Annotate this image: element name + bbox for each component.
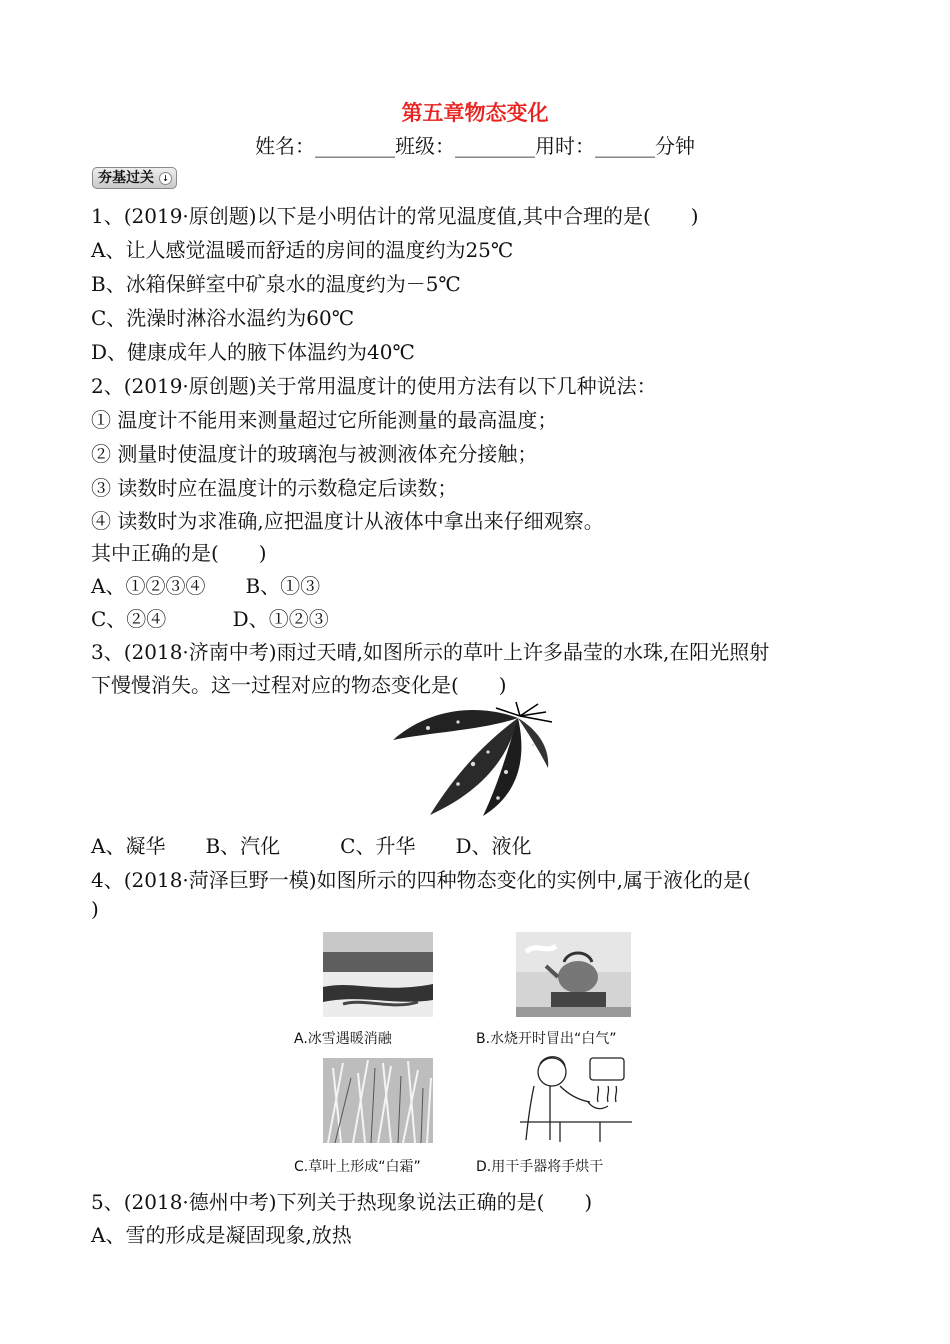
q2-options-row-2: C、②④ D、①②③ [91,607,329,631]
section-badge-label: 夯基过关 [98,170,154,186]
q3-stem-line-1: 3、(2018·济南中考)雨过天晴,如图所示的草叶上许多晶莹的水珠,在阳光照射 [91,640,770,664]
q2-statement-3: ③ 读数时应在温度计的示数稳定后读数； [91,476,458,500]
caption-b: B.水烧开时冒出“白气” [476,1031,617,1047]
q2-options-row-1: A、①②③④ B、①③ [91,574,321,598]
q1-option-d: D、健康成年人的腋下体温约为40℃ [91,340,415,364]
q5-stem: 5、(2018·德州中考)下列关于热现象说法正确的是( ) [91,1190,593,1214]
q1-option-c: C、洗澡时淋浴水温约为60℃ [91,306,355,330]
q2-question: 其中正确的是( ) [91,541,267,565]
section-badge [92,167,177,189]
arrow-down-icon: ↓ [159,172,172,185]
chapter-title: 第五章物态变化 [401,101,549,125]
q5-option-a: A、雪的形成是凝固现象,放热 [91,1223,352,1247]
q1-option-a: A、让人感觉温暖而舒适的房间的温度约为25℃ [91,238,514,262]
q4-stem-line-1: 4、(2018·菏泽巨野一模)如图所示的四种物态变化的实例中,属于液化的是( [91,868,751,892]
hand-dryer-drawing [520,1050,632,1142]
student-info-line: 姓名：________班级：________用时：______分钟 [255,134,695,158]
q2-statement-1: ① 温度计不能用来测量超过它所能测量的最高温度； [91,408,558,432]
frost-grass-photo [323,1058,433,1143]
caption-c: C.草叶上形成“白霜” [294,1159,421,1175]
grass-leaf-water-drops-image [388,700,558,818]
melting-snow-photo [323,932,433,1017]
q1-stem: 1、(2019·原创题)以下是小明估计的常见温度值,其中合理的是( ) [91,204,699,228]
q4-stem-line-2: ) [91,897,99,921]
q3-options: A、凝华 B、汽化 C、升华 D、液化 [91,834,532,858]
boiling-kettle-photo [516,932,631,1017]
caption-d: D.用干手器将手烘干 [476,1159,604,1175]
q2-statement-2: ② 测量时使温度计的玻璃泡与被测液体充分接触； [91,442,538,466]
q2-statement-4: ④ 读数时为求准确,应把温度计从液体中拿出来仔细观察。 [91,509,604,533]
caption-a: A.冰雪遇暖消融 [294,1031,392,1047]
q2-stem: 2、(2019·原创题)关于常用温度计的使用方法有以下几种说法： [91,374,657,398]
q1-option-b: B、冰箱保鲜室中矿泉水的温度约为－5℃ [91,272,461,296]
q3-stem-line-2: 下慢慢消失。这一过程对应的物态变化是( ) [91,673,507,697]
